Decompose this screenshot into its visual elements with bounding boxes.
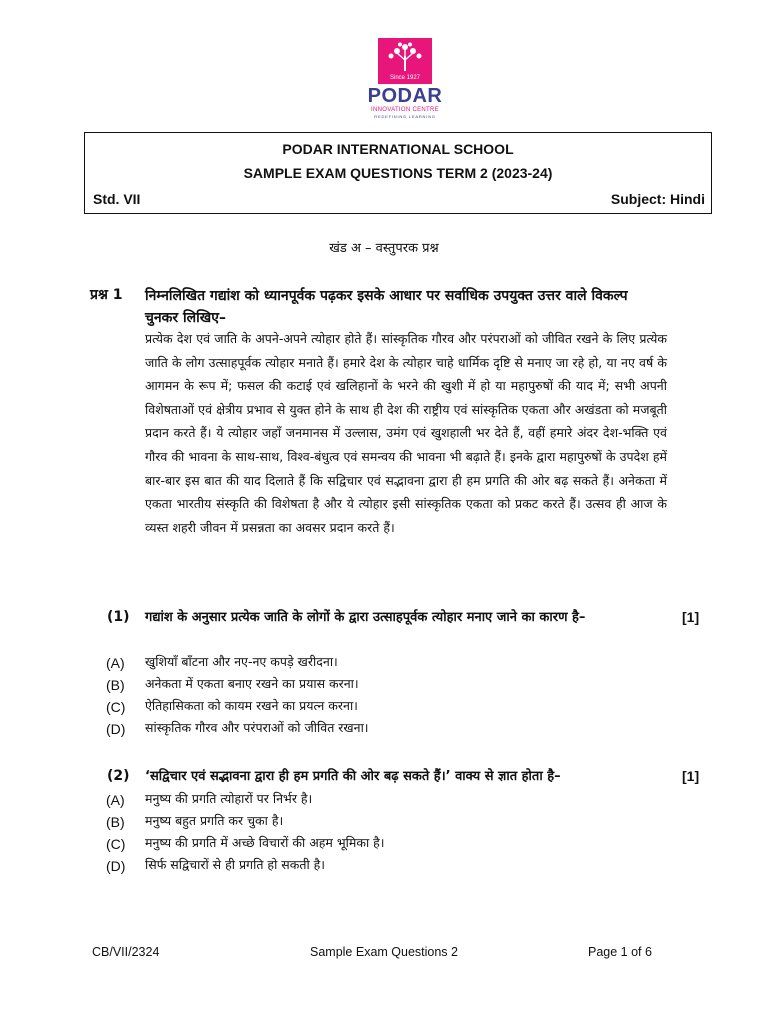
option-2d-text: सिर्फ सद्विचारों से ही प्रगति हो सकती है। <box>145 857 326 872</box>
sub-question-1-number: (1) <box>107 609 130 625</box>
option-2b-text: मनुष्य बहुत प्रगति कर चुका है। <box>145 813 284 828</box>
subject-label: Subject: Hindi <box>610 191 705 207</box>
sub-question-2-text: ‘सद्विचार एवं सद्भावना द्वारा ही हम प्रगति की ओर बढ़ सकते हैं।’ वाक्य से ज्ञात होता है– <box>145 769 561 784</box>
passage-text: प्रत्येक देश एवं जाति के अपने-अपने त्योहार होते हैं। सांस्कृतिक गौरव और परंपराओं को जीवित रखने के लिए प्रत्येक जाति के लोग उत्साहपूर्वक त्योहार मनाते हैं। हमारे देश के त्योहार चाहे धार्मिक दृष्टि से मनाए जा रहे हो, या नए वर्ष के आगमन के रूप में; फसल की कटाई एवं खलिहानों के भरने की खुशी में हो या महापुरुषों की याद में; सभी अपनी विशेषताओं एवं क्षेत्रीय प्रभाव से युक्त होने के साथ ही देश की राष्ट्रीय एवं सांस्कृतिक एकता और अखंडता को मजबूती प्रदान करते हैं। ये त्योहार जहाँ जनमानस में उल्लास, उमंग एवं खुशहाली भर देते हैं, वहीं हमारे अंदर देश-भक्ति एवं गौरव की भावना के साथ-साथ, विश्व-बंधुत्व एवं समन्वय की भावना भी बढ़ाते हैं। इनके द्वारा महापुरुषों के उपदेश हमें बार-बार इस बात की याद दिलाते हैं कि सद्विचार एवं सद्भावना द्वारा ही हम प्रगति की ओर बढ़ सकते हैं। अनेकता में एकता भारतीय संस्कृति की विशेषता है और ये त्योहार इसी सांस्कृतिक एकता को प्रकट करते हैं। उत्सव ही आज के व्यस्त शहरी जीवन में प्रसन्नता का अवसर प्रदान करते हैं। <box>145 331 667 535</box>
passage <box>145 327 667 539</box>
question-instruction: निम्नलिखित गद्यांश को ध्यानपूर्वक पढ़कर इसके आधार पर सर्वाधिक उपयुक्त उत्तर वाले विकल्प चुनकर लिखिए– <box>145 288 628 326</box>
header-box <box>84 132 712 214</box>
sub-question-1-text: गद्यांश के अनुसार प्रत्येक जाति के लोगों के द्वारा उत्साहपूर्वक त्योहार मनाए जाने का कारण है– <box>145 610 586 625</box>
school-name: PODAR INTERNATIONAL SCHOOL <box>282 141 514 157</box>
option-1a-text: खुशियाँ बाँटना और नए-नए कपड़े खरीदना। <box>145 654 338 669</box>
logo-name: PODAR <box>367 85 443 107</box>
tree-icon <box>385 42 425 72</box>
footer-code: CB/VII/2324 <box>92 945 160 959</box>
option-2c-text: मनुष्य की प्रगति में अच्छे विचारों की अहम भूमिका है। <box>145 835 385 850</box>
question-label: प्रश्न 1 <box>90 287 123 303</box>
option-1c-letter: (C) <box>106 699 126 715</box>
option-1a-letter: (A) <box>106 655 125 671</box>
exam-title: SAMPLE EXAM QUESTIONS TERM 2 (2023-24) <box>243 165 553 181</box>
sub-question-2-marks: [1] <box>682 768 700 784</box>
option-1d-text: सांस्कृतिक गौरव और परंपराओं को जीवित रखना। <box>145 720 369 735</box>
option-2b-letter: (B) <box>106 814 125 830</box>
option-2d-letter: (D) <box>106 858 126 874</box>
logo-since: Since 1927 <box>389 75 421 81</box>
logo-tagline: REDEFINING LEARNING <box>374 114 436 119</box>
option-1d-letter: (D) <box>106 721 126 737</box>
option-2c-letter: (C) <box>106 836 126 852</box>
option-2a-letter: (A) <box>106 792 125 808</box>
option-1c-text: ऐतिहासिकता को कायम रखने का प्रयत्न करना। <box>145 698 358 713</box>
logo-tree-emblem <box>378 38 432 84</box>
option-1b-text: अनेकता में एकता बनाए रखने का प्रयास करना। <box>145 676 359 691</box>
sub-question-1-marks: [1] <box>682 609 700 625</box>
footer-center: Sample Exam Questions 2 <box>310 945 458 959</box>
option-2a-text: मनुष्य की प्रगति त्योहारों पर निर्भर है। <box>145 791 313 806</box>
section-title: खंड अ – वस्तुपरक प्रश्न <box>329 241 439 256</box>
standard-label: Std. VII <box>93 191 141 207</box>
sub-question-2-number: (2) <box>107 768 130 784</box>
option-1b-letter: (B) <box>106 677 125 693</box>
logo-subtitle: INNOVATION CENTRE <box>371 107 439 113</box>
podar-logo <box>356 38 454 118</box>
footer-page-number: Page 1 of 6 <box>588 945 652 959</box>
